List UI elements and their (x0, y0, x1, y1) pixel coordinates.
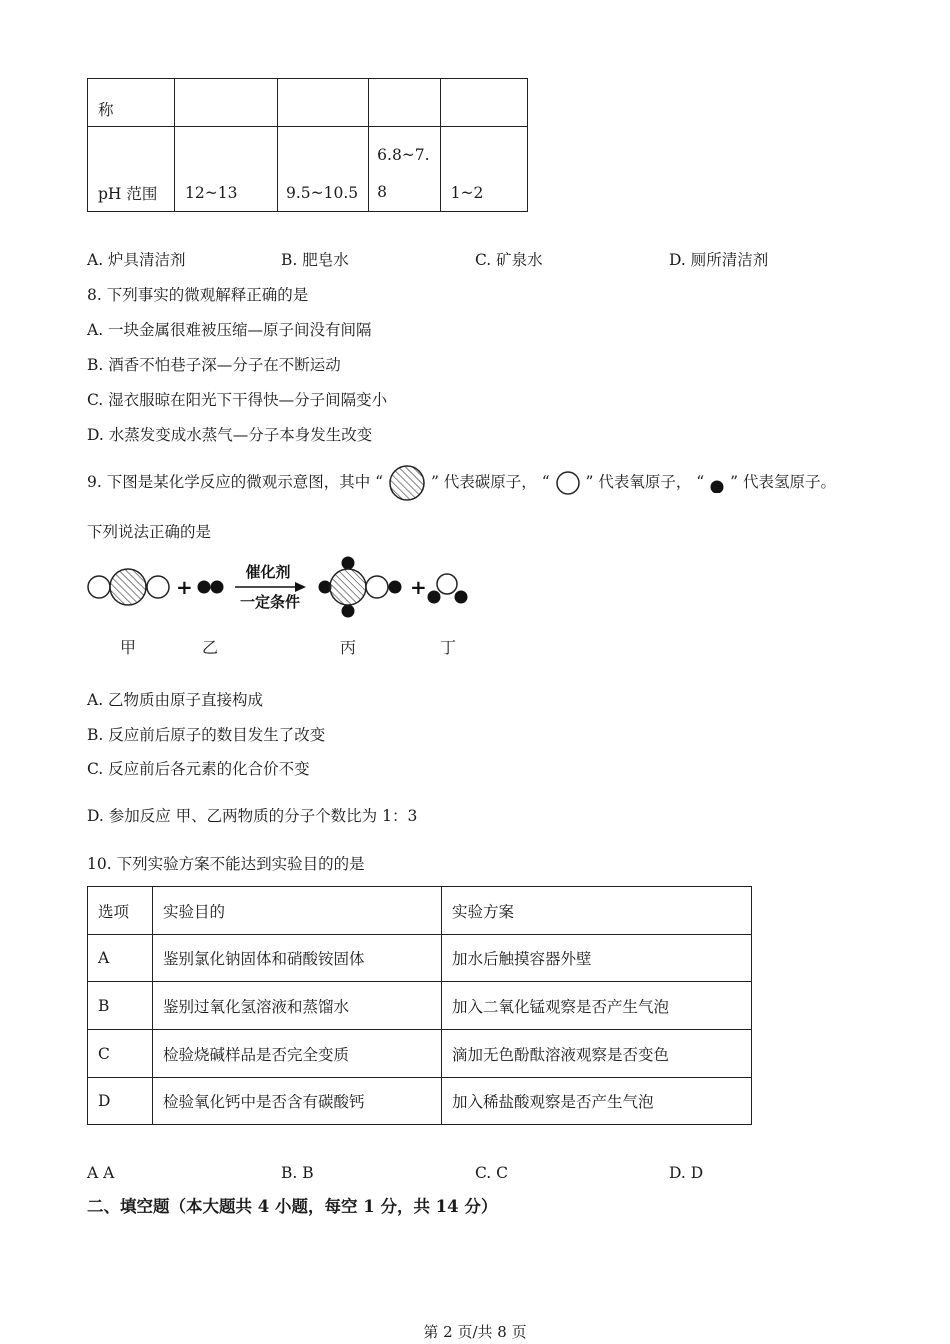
plus-sign: + (176, 575, 193, 599)
label-bing: 丙 (339, 638, 357, 657)
table-cell: 检验烧碱样品是否完全变质 (153, 1030, 442, 1078)
ph-table-cell (278, 79, 369, 127)
experiment-table (87, 886, 752, 1125)
table-row (88, 982, 752, 1030)
q9-stem-part1: 9. 下图是某化学反应的微观示意图，其中 “ (87, 473, 384, 491)
molecule-bing (319, 557, 402, 618)
table-cell: 加入二氧化锰观察是否产生气泡 (442, 982, 752, 1030)
table-header: 实验目的 (153, 887, 442, 935)
table-row (88, 1078, 752, 1125)
q8-stem: 8. 下列事实的微观解释正确的是 (87, 286, 309, 304)
table-row (88, 935, 752, 982)
table-cell: A (88, 935, 153, 982)
table-cell: 检验氧化钙中是否含有碳酸钙 (153, 1078, 442, 1125)
q8-option-d: D. 水蒸发变成水蒸气—分子本身发生改变 (87, 426, 373, 444)
hydrogen-atom-icon (709, 477, 725, 493)
section-title: 二、填空题（本大题共 4 小题，每空 1 分，共 14 分） (87, 1197, 498, 1216)
table-cell: B (88, 982, 153, 1030)
table-cell: 滴加无色酚酞溶液观察是否变色 (442, 1030, 752, 1078)
molecule-yi (198, 581, 224, 594)
label-jia: 甲 (119, 638, 137, 657)
oxygen-atom-icon (555, 470, 581, 496)
table-cell: 加水后触摸容器外壁 (442, 935, 752, 982)
ph-value: 9.5~10.5 (278, 127, 369, 212)
q9-option-d: D. 参加反应 甲、乙两物质的分子个数比为 1：3 (87, 807, 418, 825)
q9-option-a: A. 乙物质由原子直接构成 (87, 691, 264, 709)
condition-label: 一定条件 (239, 593, 301, 611)
catalyst-label: 催化剂 (245, 563, 291, 581)
label-ding: 丁 (439, 638, 457, 657)
q10-option-b: B. B (281, 1164, 314, 1182)
table-row (88, 1030, 752, 1078)
table-cell: 加入稀盐酸观察是否产生气泡 (442, 1078, 752, 1125)
q9-stem (87, 472, 836, 492)
q8-option-a: A. 一块金属很难被压缩—原子间没有间隔 (87, 321, 372, 339)
ph-table (87, 78, 528, 212)
q10-option-a: A A (87, 1164, 115, 1182)
q9-stem-part4: ” 代表氢原子。 (730, 473, 836, 491)
ph-value-line2: 8 (377, 183, 388, 201)
ph-value (369, 127, 440, 212)
table-cell: 鉴别过氧化氢溶液和蒸馏水 (153, 982, 442, 1030)
label-yi: 乙 (201, 638, 219, 657)
ph-table-cell (440, 79, 527, 127)
q8-option-b: B. 酒香不怕巷子深—分子在不断运动 (87, 356, 341, 374)
table-cell: 鉴别氯化钠固体和硝酸铵固体 (153, 935, 442, 982)
q9-stem-part2: ” 代表碳原子， “ (430, 473, 550, 491)
ph-value-line1: 6.8~7. (377, 146, 430, 164)
table-header: 选项 (88, 887, 153, 935)
ph-table-cell (175, 79, 278, 127)
q9-stem-part3: ” 代表氧原子， “ (585, 473, 705, 491)
q9-option-c: C. 反应前后各元素的化合价不变 (87, 760, 310, 778)
q9-stem-line2: 下列说法正确的是 (87, 523, 212, 541)
q7-option-a: A. 炉具清洁剂 (87, 251, 186, 269)
page-footer: 第 2 页/共 8 页 (423, 1323, 527, 1341)
ph-table-name-label: 称 (88, 79, 175, 127)
q7-option-d: D. 厕所清洁剂 (669, 251, 769, 269)
table-header: 实验方案 (442, 887, 752, 935)
q7-option-c: C. 矿泉水 (475, 251, 543, 269)
molecule-jia (88, 569, 169, 605)
table-cell: D (88, 1078, 153, 1125)
q7-option-b: B. 肥皂水 (281, 251, 349, 269)
reaction-diagram (84, 550, 484, 665)
arrow-head-icon (295, 582, 306, 592)
plus-sign: + (410, 575, 427, 599)
q8-option-c: C. 湿衣服晾在阳光下干得快—分子间隔变小 (87, 391, 388, 409)
q10-stem: 10. 下列实验方案不能达到实验目的的是 (87, 855, 365, 873)
ph-table-cell (369, 79, 440, 127)
ph-value: 12~13 (175, 127, 278, 212)
q10-option-d: D. D (669, 1164, 704, 1182)
molecule-ding (428, 574, 468, 604)
q10-option-c: C. C (475, 1164, 509, 1182)
q9-option-b: B. 反应前后原子的数目发生了改变 (87, 726, 326, 744)
table-cell: C (88, 1030, 153, 1078)
ph-value: 1~2 (440, 127, 527, 212)
carbon-atom-icon (388, 464, 426, 502)
ph-range-label: pH 范围 (88, 127, 175, 212)
